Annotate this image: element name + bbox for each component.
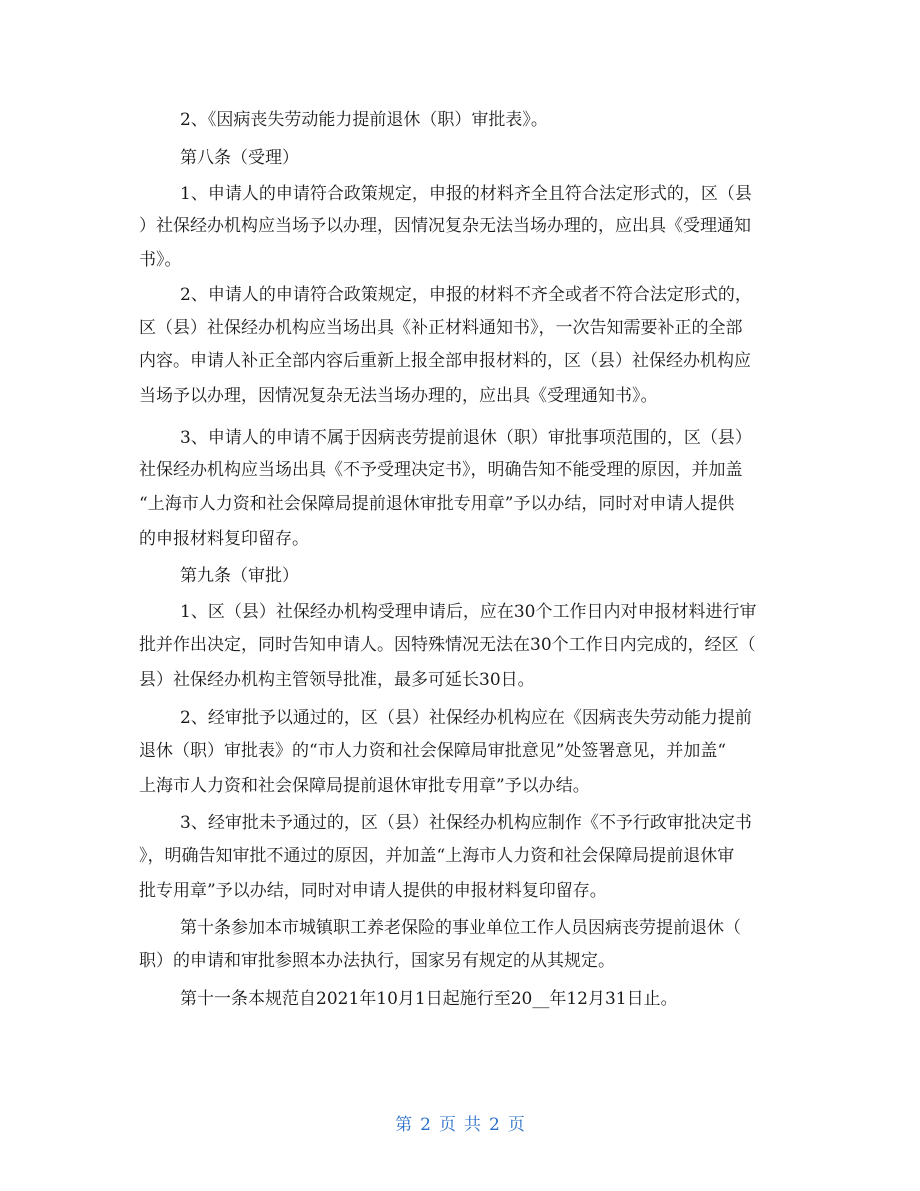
text-line: 书》。 — [139, 250, 182, 270]
text-line: 退休（职）审批表》的“市人力资和社会保障局审批意见”处签署意见，并加盖“ — [139, 741, 727, 761]
current-page-number: 2 — [420, 1115, 431, 1135]
text-line: 社保经办机构应当场出具《不予受理决定书》，明确告知不能受理的原因，并加盖 — [139, 460, 743, 480]
section-heading: 第九条（审批） — [180, 566, 299, 586]
text-line: 职）的申请和审批参照本办法执行，国家另有规定的从其规定。 — [139, 951, 615, 971]
footer-ye-2: 页 — [507, 1115, 525, 1135]
text-line: 上海市人力资和社会保障局提前退休审批专用章”予以办结。 — [139, 776, 590, 796]
footer-gong: 共 — [464, 1115, 481, 1135]
page-footer — [0, 1115, 920, 1135]
text-line: 》，明确告知审批不通过的原因，并加盖“上海市人力资和社会保障局提前退休审 — [139, 846, 735, 866]
text-line: 内容。申请人补正全部内容后重新上报全部申报材料的，区（县）社保经办机构应 — [139, 351, 751, 371]
text-line: 批专用章”予以办结，同时对申请人提供的申报材料复印留存。 — [139, 881, 607, 901]
text-line: 1、申请人的申请符合政策规定，申报的材料齐全且符合法定形式的，区（县 — [180, 184, 752, 204]
text-line: 县）社保经办机构主管领导批准，最多可延长30日。 — [139, 670, 535, 690]
text-line: 当场予以办理，因情况复杂无法当场办理的，应出具《受理通知书》。 — [139, 386, 658, 406]
text-line: ）社保经办机构应当场予以办理，因情况复杂无法当场办理的，应出具《受理通知 — [139, 216, 751, 236]
text-line: 3、申请人的申请不属于因病丧劳提前退休（职）审批事项范围的，区（县） — [180, 428, 752, 448]
text-line: “上海市人力资和社会保障局提前退休审批专用章”予以办结，同时对申请人提供 — [139, 494, 735, 514]
text-line: 2、《因病丧失劳动能力提前退休（职）审批表》。 — [180, 110, 548, 130]
section-heading: 第八条（受理） — [180, 148, 299, 168]
text-line: 批并作出决定，同时告知申请人。因特殊情况无法在30个工作日内完成的，经区（ — [139, 635, 756, 655]
text-line: 第十条参加本市城镇职工养老保险的事业单位工作人员因病丧劳提前退休（ — [180, 918, 741, 938]
text-line: 的申报材料复印留存。 — [139, 529, 309, 549]
text-line: 3、经审批未予通过的，区（县）社保经办机构应制作《不予行政审批决定书 — [180, 813, 752, 833]
text-line: 2、经审批予以通过的，区（县）社保经办机构应在《因病丧失劳动能力提前 — [180, 708, 752, 728]
text-line: 区（县）社保经办机构应当场出具《补正材料通知书》，一次告知需要补正的全部 — [139, 318, 743, 338]
text-line: 第十一条本规范自2021年10月1日起施行至20__年12月31日止。 — [180, 989, 678, 1009]
total-page-number: 2 — [489, 1115, 500, 1135]
text-line: 2、申请人的申请符合政策规定，申报的材料不齐全或者不符合法定形式的， — [180, 285, 752, 305]
text-line: 1、区（县）社保经办机构受理申请后，应在30个工作日内对申报材料进行审 — [180, 602, 757, 622]
footer-di: 第 — [395, 1115, 413, 1135]
footer-ye: 页 — [439, 1115, 456, 1135]
